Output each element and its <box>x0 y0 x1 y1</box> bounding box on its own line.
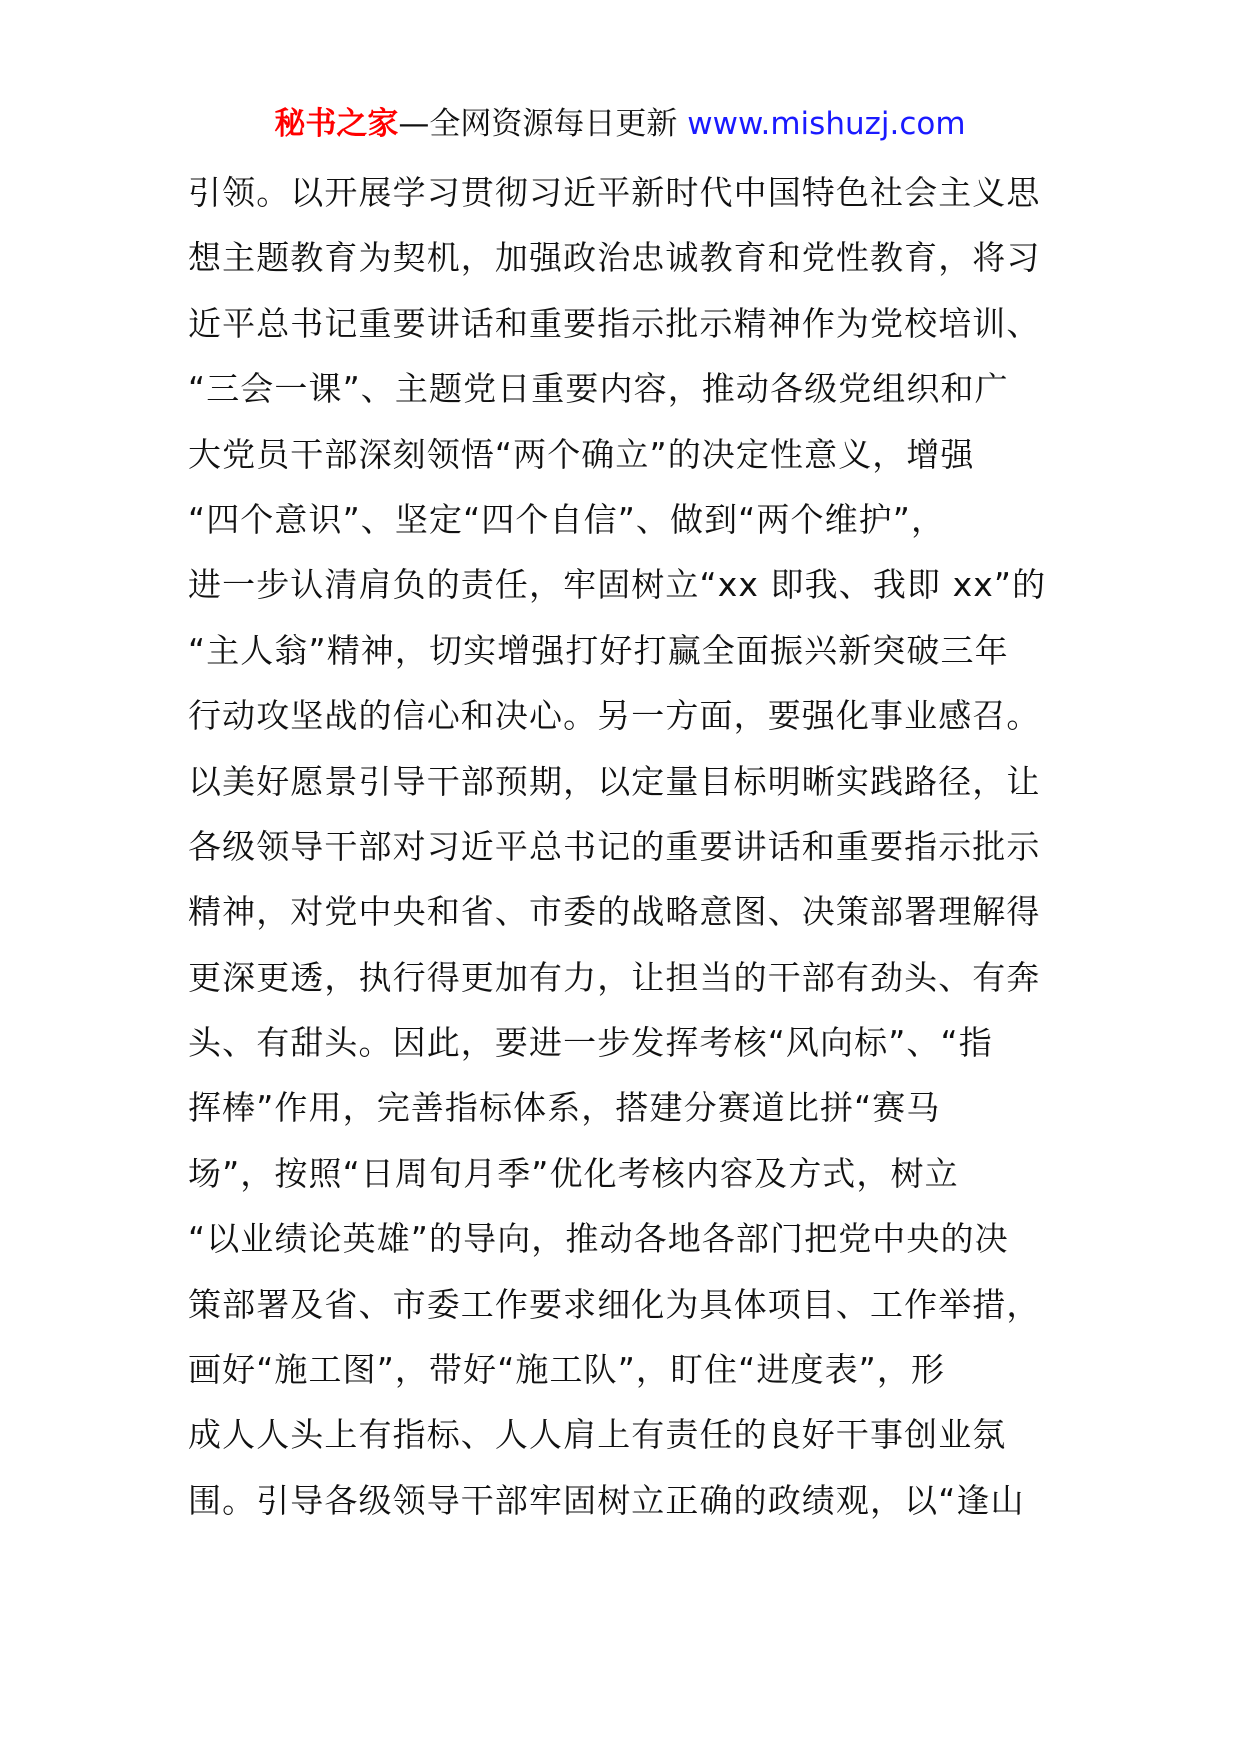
text-line: 策部署及省、市委工作要求细化为具体项目、工作举措， <box>188 1284 1041 1324</box>
text-line: 画好“施工图”，带好“施工队”，盯住“进度表”，形 <box>188 1350 946 1390</box>
header-tagline: —全网资源每日更新 <box>398 106 688 142</box>
text-line: 进一步认清肩负的责任，牢固树立“xx 即我、我即 xx”的 <box>188 565 1047 605</box>
brand-name: 秘书之家 <box>274 106 399 142</box>
text-line: 引领。以开展学习贯彻习近平新时代中国特色社会主义思 <box>188 173 1041 212</box>
text-line: 成人人头上有指标、人人肩上有责任的良好干事创业氛 <box>188 1415 1007 1455</box>
text-line: 围。引导各级领导干部牢固树立正确的政绩观，以“逢山 <box>188 1480 1025 1520</box>
text-line: “以业绩论英雄”的导向，推动各地各部门把党中央的决 <box>188 1219 1009 1259</box>
text-line: 近平总书记重要讲话和重要指示批示精神作为党校培训、 <box>188 303 1041 343</box>
text-line: 以美好愿景引导干部预期，以定量目标明晰实践路径，让 <box>188 761 1041 801</box>
site-url-link[interactable]: www.mishuzj.com <box>687 106 966 142</box>
text-line: 行动攻坚战的信心和决心。另一方面，要强化事业感召。 <box>188 696 1041 736</box>
text-line: 精神，对党中央和省、市委的战略意图、决策部署理解得 <box>188 892 1041 932</box>
text-line: “四个意识”、坚定“四个自信”、做到“两个维护”， <box>188 499 946 539</box>
page-header <box>0 100 1240 148</box>
text-line: 更深更透，执行得更加有力，让担当的干部有劲头、有奔 <box>188 957 1041 997</box>
text-line: 头、有甜头。因此，要进一步发挥考核“风向标”、“指 <box>188 1023 993 1063</box>
text-line: 大党员干部深刻领悟“两个确立”的决定性意义，增强 <box>188 434 975 474</box>
text-line: 想主题教育为契机，加强政治忠诚教育和党性教育，将习 <box>188 238 1041 278</box>
text-line: 场”，按照“日周旬月季”优化考核内容及方式，树立 <box>188 1153 959 1193</box>
body-text <box>188 160 1058 1533</box>
text-line: 各级领导干部对习近平总书记的重要讲话和重要指示批示 <box>188 826 1041 866</box>
text-line: 挥棒”作用，完善指标体系，搭建分赛道比拼“赛马 <box>188 1088 941 1128</box>
text-line: “主人翁”精神，切实增强打好打赢全面振兴新突破三年 <box>188 630 1009 670</box>
text-line: “三会一课”、主题党日重要内容，推动各级党组织和广 <box>188 369 1009 409</box>
